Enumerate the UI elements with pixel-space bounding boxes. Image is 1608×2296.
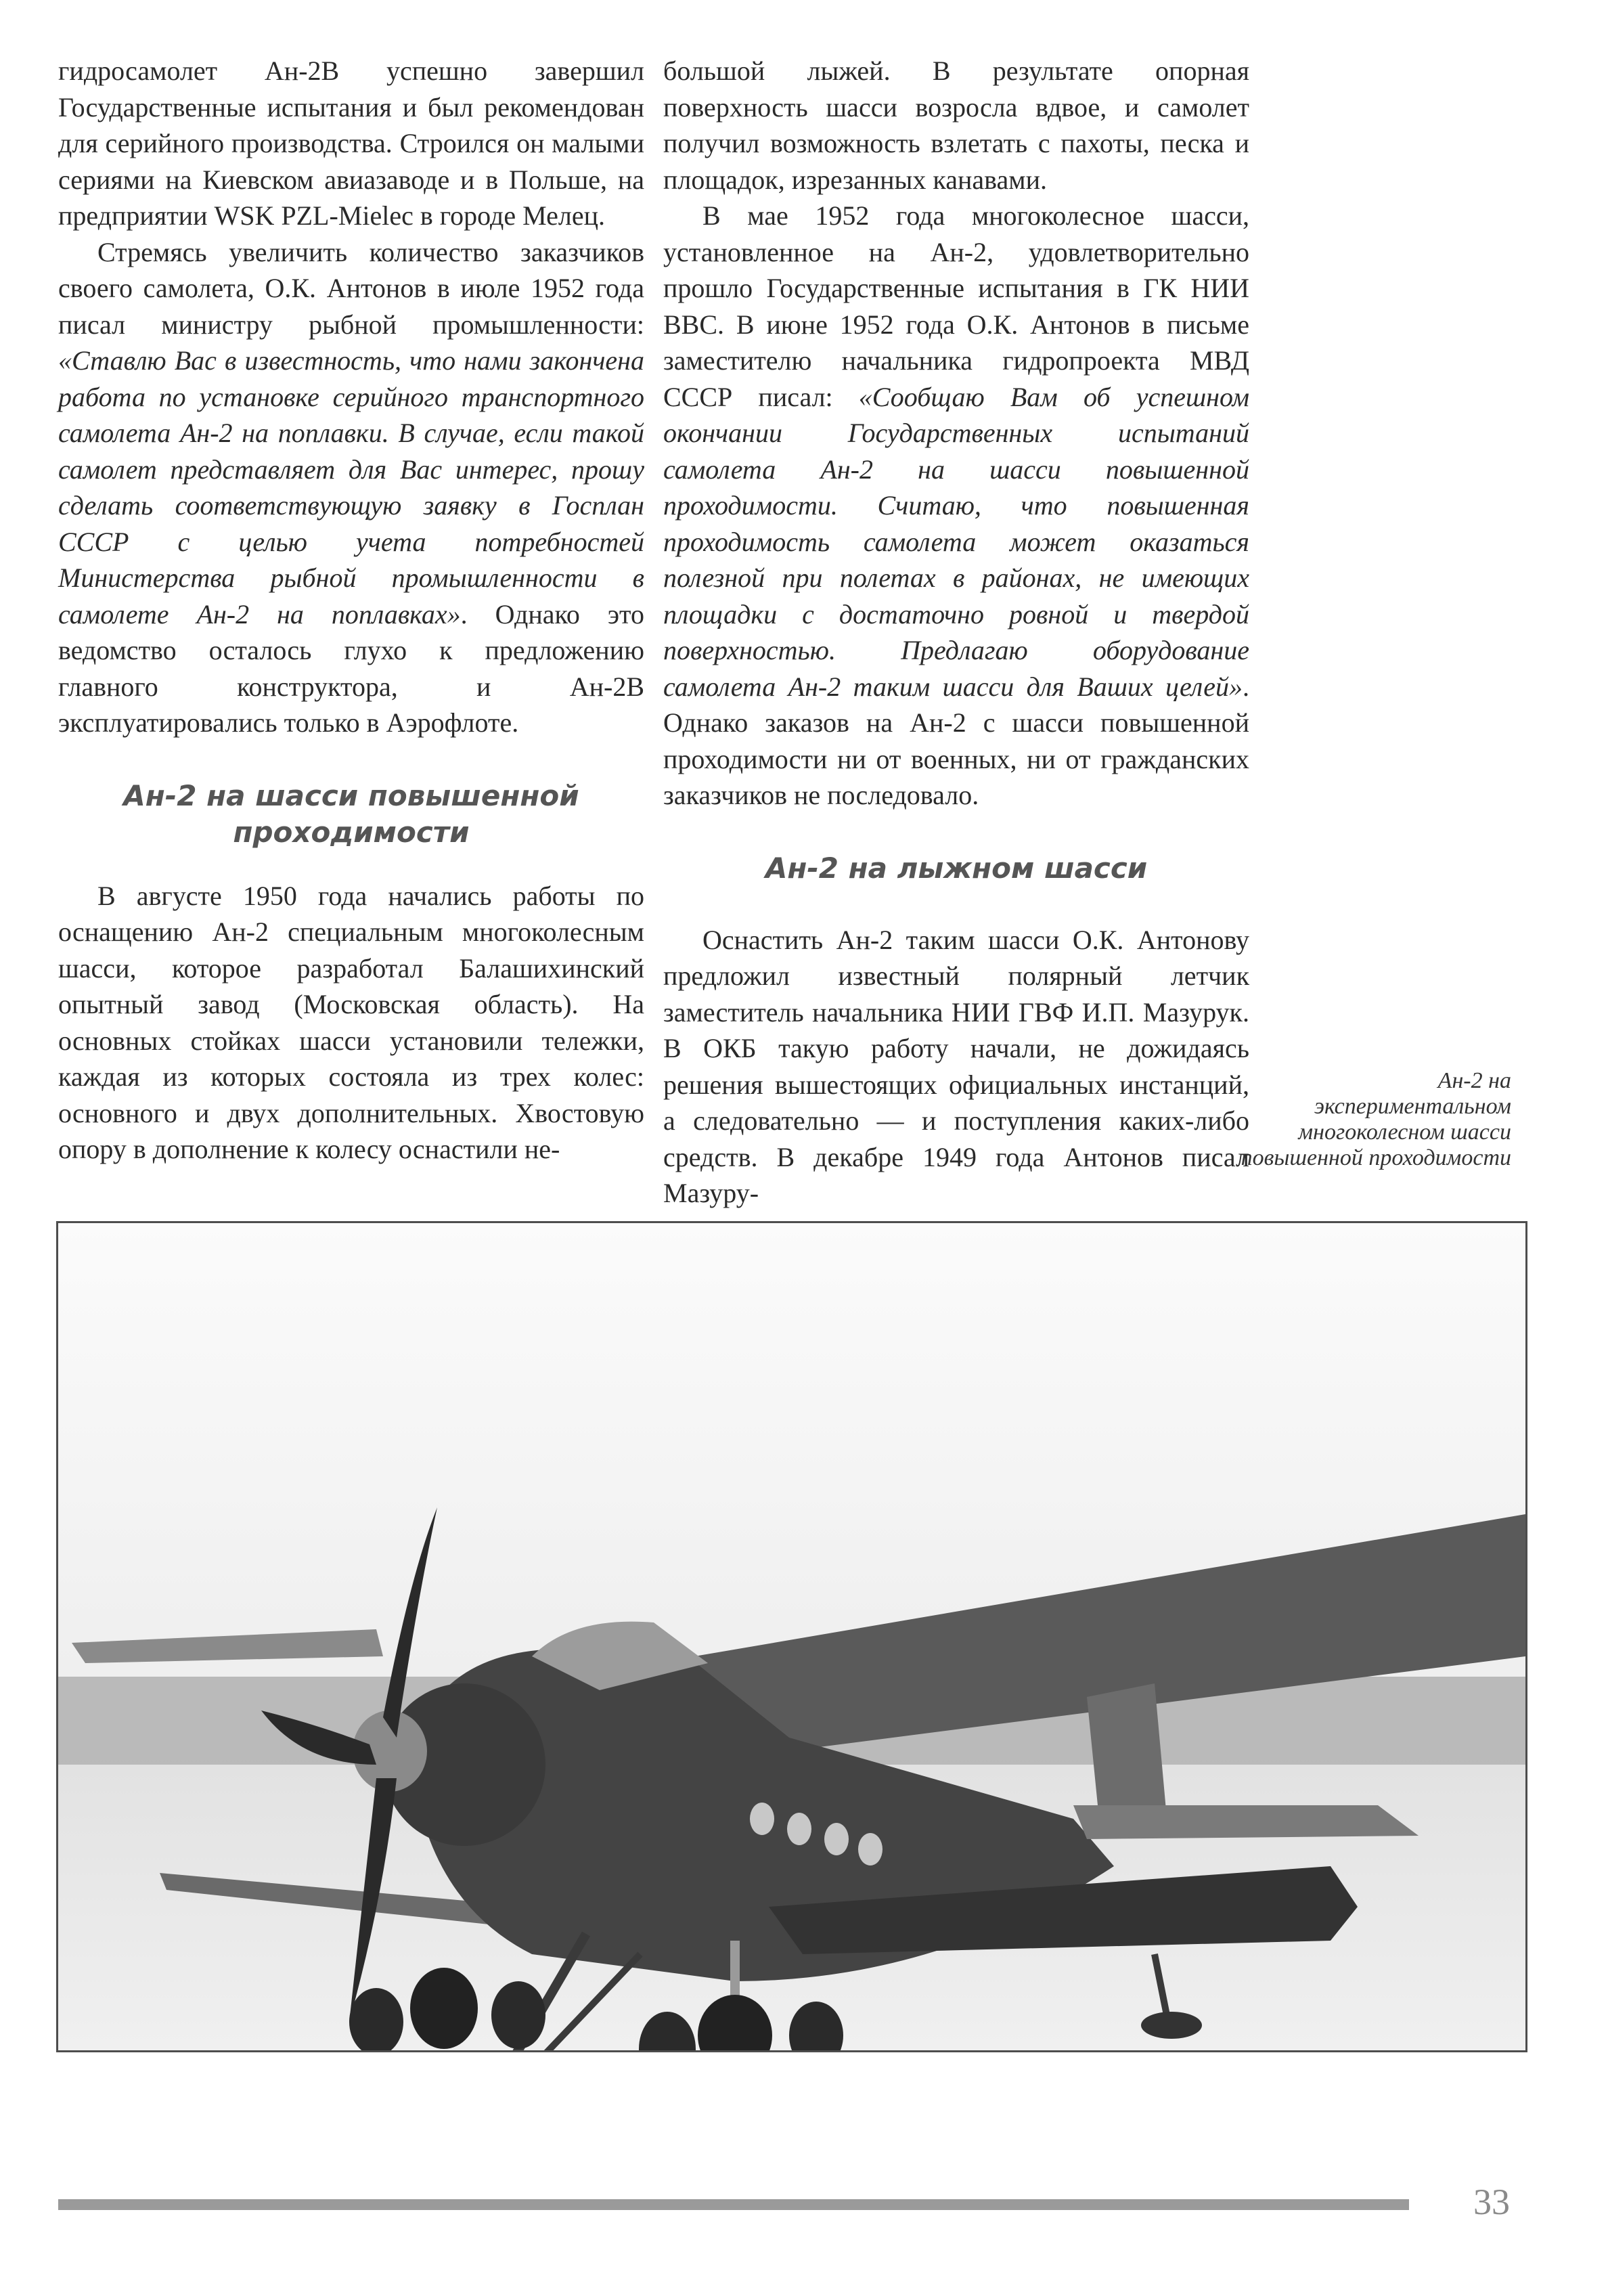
- photo-caption: Ан-2 на экспериментальном многоколесном шасси повышенной проходимости: [1241, 1068, 1511, 1170]
- section-heading-ski-gear: Ан-2 на лыжном шасси: [765, 851, 1148, 885]
- right-paragraph-2: [663, 198, 1249, 814]
- left-paragraph-3: В августе 1950 года начались работы по оснащению Ан-2 специальным многоколесным шасси, которое разработал Балашихинский опытный завод (Московская область). На основных стойках шасси установили тележки, каждая из которых состояла из трех колес: основного и двух дополнительных. Хвостовую опору в дополнение к колесу оснастили не-: [58, 880, 644, 1164]
- cabin-window: [750, 1803, 774, 1835]
- cabin-window: [787, 1813, 811, 1845]
- page-number: 33: [1473, 2182, 1510, 2222]
- an2-aircraft-illustration: [58, 1223, 1525, 2050]
- left-paragraph-1: гидросамолет Ан-2В успешно завершил Государственные испытания и был рекомендован для серийного производства. Строился он малыми сериями на Киевском авиазаводе и в Польше, на предприятии WSK PZL-Mielec в городе Мелец.: [58, 56, 644, 231]
- antonov-letter-quote-2: «Сообщаю Вам об успешном окончании Государственных испытаний самолета Ан-2 на шасси повышенной проходимости. Считаю, что повышенная проходимость самолета может оказаться полезной при полетах в районах, не имеющих площадки с достаточно ровной и твердой поверхностью. Предлагаю оборудование самолета Ан-2 таким шасси для Ваших целей»: [663, 381, 1249, 702]
- left-column: [58, 53, 644, 1168]
- left-paragraph-2: [58, 234, 644, 741]
- wheel: [491, 1981, 545, 2049]
- tail-ski: [1141, 2012, 1202, 2039]
- right-paragraph-2-start: В мае 1952 года многоколесное шасси, установленное на Ан-2, удовлетворительно прошло Государственные испытания в ГК НИИ ВВС. В июне 1952 года О.К. Антонов в письме заместителю начальника гидропроекта МВД СССР писал:: [663, 200, 1249, 412]
- aircraft-photo: [56, 1221, 1527, 2052]
- section-heading-all-terrain-gear: Ан-2 на шасси повышенной проходимости: [123, 778, 579, 849]
- right-paragraph-3: Оснастить Ан-2 таким шасси О.К. Антонову предложил известный полярный летчик заместитель начальника НИИ ГВФ И.П. Мазурук. В ОКБ такую работу начали, не дожидаясь решения вышестоящих официальных инстанций, а следовательно — и поступления каких-либо средств. В декабре 1949 года Антонов писал Мазуру-: [663, 924, 1249, 1208]
- right-paragraph-2-end: . Однако заказов на Ан-2 с шасси повышенной проходимости ни от военных, ни от гражданских заказчиков не последовало.: [663, 671, 1249, 810]
- right-column: [663, 53, 1249, 1212]
- right-paragraph-1: большой лыжей. В результате опорная поверхность шасси возросла вдвое, и самолет получил возможность взлетать с пахоты, песка и площадок, изрезанных канавами.: [663, 56, 1249, 195]
- horizontal-stabilizer: [1073, 1805, 1419, 1839]
- cabin-window: [824, 1823, 849, 1855]
- left-paragraph-2-end: . Однако это ведомство осталось глухо к предложению главного конструктора, и Ан-2В эксплуатировались только в Аэрофлоте.: [58, 598, 644, 738]
- antonov-letter-quote-1: «Ставлю Вас в известность, что нами закончена работа по установке серийного транспортного самолета Ан-2 на поплавки. В случае, если такой самолет представляет для Вас интерес, прошу сделать соответствующую заявку в Госплан СССР с целью учета потребностей Министерства рыбной промышленности в самолете Ан-2 на поплавках»: [58, 345, 644, 630]
- wheel: [410, 1968, 478, 2049]
- cabin-window: [858, 1833, 883, 1866]
- left-paragraph-2-start: Стремясь увеличить количество заказчиков своего самолета, О.К. Антонов в июле 1952 года писал министру рыбной промышленности:: [58, 236, 644, 340]
- footer-bar: [58, 2199, 1409, 2210]
